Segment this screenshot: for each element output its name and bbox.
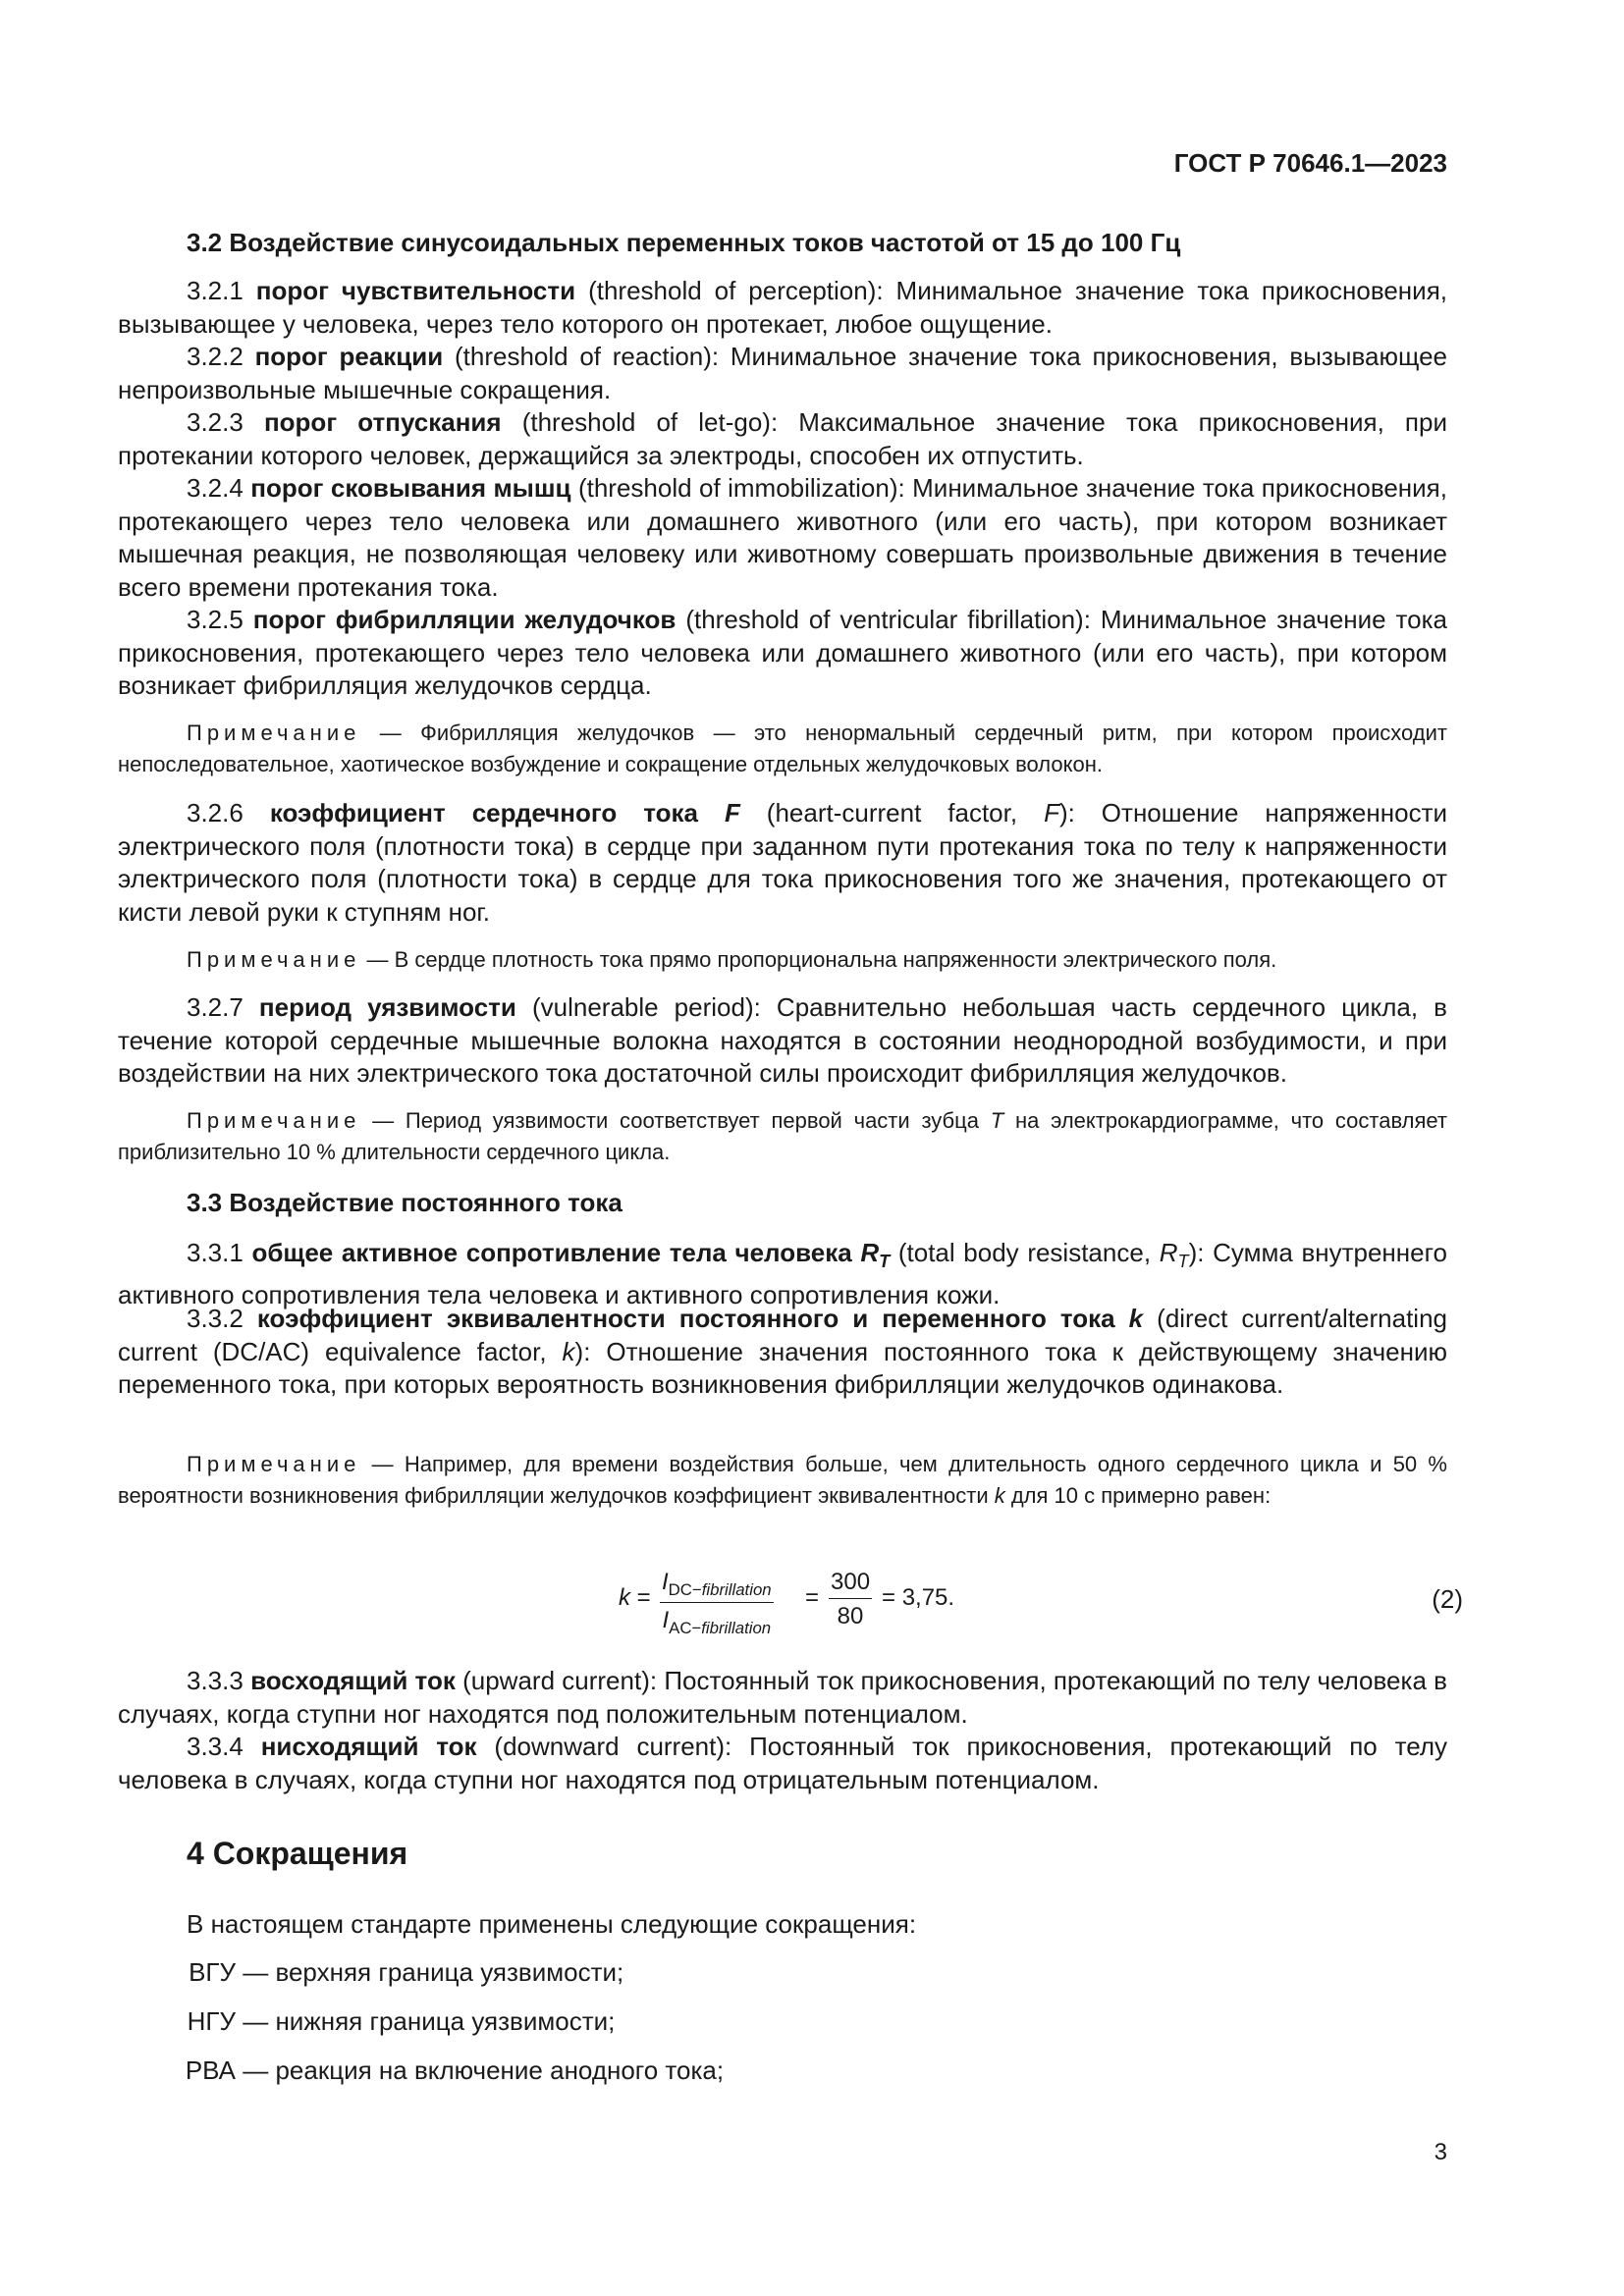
clause-term: нисходящий ток — [260, 1732, 477, 1761]
document-code: ГОСТ Р 70646.1—2023 — [1173, 148, 1447, 178]
clause-text: ): Отношение значения постоянного тока к действующему значению переменного тока, при которых вероятность возникновения фибрилляции желудочков одинакова. — [118, 1336, 1447, 1399]
page-number: 3 — [1434, 2139, 1447, 2165]
abbreviation-text: — нижняя граница уязвимости; — [236, 2006, 616, 2036]
abbreviation-text: — верхняя граница уязвимости; — [236, 1957, 624, 1987]
clause-number: 3.3.3 — [187, 1666, 244, 1695]
note-text: — В сердце плотность тока прямо пропорциональна напряженности электрического поля. — [360, 947, 1277, 972]
clause-term: восходящий ток — [250, 1666, 456, 1695]
clause-3-2-6: 3.2.6 коэффициент сердечного тока F (heart-current factor, F): Отношение напряженности электрического поля (плотности тока) в сердце при заданном пути протекания тока по телу к напряженности электрического поля (плотности тока) в сердце для тока прикосновения того же значения, протекающего от кисти левой руки к ступням ног. — [118, 798, 1447, 927]
abbreviation-code: РВА — [185, 2056, 236, 2085]
clause-number: 3.2.4 — [187, 473, 244, 503]
clause-term: порог отпускания — [263, 407, 502, 437]
clause-3-2-5 — [118, 604, 1447, 703]
clause-3-3-3 — [118, 1665, 1447, 1731]
clause-symbol: k — [1128, 1304, 1144, 1333]
section-4-title: 4 Сокращения — [187, 1836, 408, 1871]
abbreviation-text: — реакция на включение анодного тока; — [236, 2056, 725, 2085]
clause-text: (threshold of perception): Минимальное значение тока прикосновения, вызывающее у человека, через тело которого он протекает, любое ощущение. — [118, 276, 1447, 339]
note-ventricular-fibrillation — [118, 718, 1447, 780]
formula-fraction-values: $\frac{300}{80}$ — [831, 1569, 871, 1629]
clause-text: (threshold of immobilization): Минимальное значение тока прикосновения, протекающего через тело человека или домашнего животного (или его часть), при котором возникает мышечная реакция, не позволяющая человеку или животному совершать произвольные движения в течение всего времени протекания тока. — [118, 473, 1447, 602]
clause-text: (upward current): Постоянный ток прикосновения, протекающий по телу человека в случаях, когда ступни ног находятся под положительным потенциалом. — [118, 1666, 1447, 1729]
clause-3-3-2: 3.3.2 коэффициент эквивалентности постоянного и переменного тока k (direct current/alternating current (DC/AC) equivalence factor, k): Отношение значения постоянного тока к действующему значению переменного тока, при которых вероятность возникновения фибрилляции желудочков одинакова. — [118, 1304, 1447, 1399]
clause-3-2-4 — [118, 472, 1447, 604]
formula-lhs: k — [619, 1584, 630, 1611]
clause-term: порог сковывания мышц — [250, 473, 571, 503]
note-current-density — [118, 944, 1447, 976]
note-label: Примечание — [187, 721, 361, 745]
clause-term: порог чувствительности — [255, 276, 576, 305]
clause-number: 3.3.1 — [187, 1238, 244, 1267]
note-vulnerable-period: Примечание — Период уязвимости соответствует первой части зубца T на электрокардиограмме, что составляет приблизительно 10 % длительности сердечного цикла. — [118, 1108, 1447, 1164]
formula-2: k = $I_{DC-fibrillation}$ $I_{AC-fibrillation}$ = $\frac{300}{80}$ = 3,75. (2) — [619, 1569, 1463, 1637]
clause-number: 3.2.7 — [187, 992, 244, 1022]
clause-text: (vulnerable period): Сравнительно небольшая часть сердечного цикла, в течение которой сердечные мышечные волокна находятся в состоянии неоднородной возбудимости, и при воздействии на них электрического тока достаточной силы происходит фибрилляция желудочков. — [118, 992, 1447, 1088]
note-label: Примечание — [187, 947, 361, 972]
clause-term: порог реакции — [254, 342, 444, 371]
clause-3-3-4 — [118, 1731, 1447, 1796]
abbreviation-item — [118, 2006, 615, 2037]
clause-term: общее активное сопротивление тела человека — [251, 1238, 852, 1267]
section-3-2-title: 3.2 Воздействие синусоидальных переменных токов частотой от 15 до 100 Гц — [187, 228, 1181, 257]
clause-number: 3.3.4 — [187, 1732, 244, 1761]
clause-number: 3.3.2 — [187, 1304, 244, 1333]
abbreviation-item — [118, 2056, 724, 2086]
clause-text: ): Отношение напряженности электрического поля (плотности тока) в сердце при заданном пути протекания тока по телу к напряженности электрического поля (плотности тока) в сердце для тока прикосновения того же значения, протекающего от кисти левой руки к ступням ног. — [118, 798, 1447, 927]
note-text: на электрокардиограмме, что составляет приблизительно 10 % длительности сердечного цикла. — [118, 1108, 1447, 1164]
clause-3-2-3 — [118, 406, 1447, 472]
note-label: Примечание — [187, 1452, 361, 1476]
clause-term: период уязвимости — [258, 992, 516, 1022]
note-equivalence-example: Примечание — Например, для времени воздействия больше, чем длительность одного сердечного цикла и 50 % вероятности возникновения фибрилляции желудочков коэффициент эквивалентности k для 10 с примерно равен: — [118, 1452, 1447, 1508]
clause-number: 3.2.6 — [187, 798, 244, 828]
clause-text: ): Сумма внутреннего активного сопротивления тела человека и активного сопротивления кожи. — [118, 1238, 1447, 1309]
clause-text: (downward current): Постоянный ток прикосновения, протекающий по телу человека в случаях, когда ступни ног находятся под отрицательным потенциалом. — [118, 1732, 1447, 1794]
section-3-3-title: 3.3 Воздействие постоянного тока — [187, 1188, 623, 1217]
abbreviation-item — [118, 1957, 623, 1988]
clause-text: (threshold of ventricular fibrillation): Минимальное значение тока прикосновения, протекающего через тело человека или домашнего животного (или его часть), при котором возникает фибрилляция желудочков сердца. — [118, 605, 1448, 700]
clause-3-2-7 — [118, 991, 1447, 1091]
clause-number: 3.2.2 — [187, 342, 244, 371]
abbreviation-code: ВГУ — [189, 1957, 236, 1987]
note-label: Примечание — [187, 1108, 361, 1133]
abbreviations-intro: В настоящем стандарте применены следующие сокращения: — [187, 1909, 917, 1939]
note-text: — Фибрилляция желудочков — это ненормальный сердечный ритм, при котором происходит непоследовательное, хаотическое возбуждение и сокращение отдельных желудочковых волокон. — [118, 721, 1447, 776]
clause-number: 3.2.3 — [187, 407, 244, 437]
clause-term: порог фибрилляции желудочков — [252, 605, 677, 634]
clause-term: коэффициент сердечного тока — [269, 798, 698, 828]
clause-term: коэффициент эквивалентности постоянного и переменного тока — [256, 1304, 1115, 1333]
formula-number: (2) — [1432, 1584, 1463, 1614]
clause-symbol: F — [724, 798, 740, 828]
clause-text: (threshold of reaction): Минимальное значение тока прикосновения, вызывающее непроизвольные мышечные сокращения. — [118, 342, 1447, 404]
clause-3-2-2 — [118, 341, 1447, 406]
clause-3-2-1 — [118, 275, 1447, 341]
clause-text: (threshold of let-go): Максимальное значение тока прикосновения, при протекании которого человек, держащийся за электроды, способен их отпустить. — [118, 407, 1447, 470]
formula-result: 3,75. — [901, 1584, 955, 1611]
clause-symbol: R — [860, 1238, 880, 1267]
clause-number: 3.2.5 — [187, 605, 244, 634]
clause-number: 3.2.1 — [187, 276, 244, 305]
formula-fraction-currents: $I_{DC-fibrillation}$ $I_{AC-fibrillation}$ — [662, 1569, 772, 1637]
abbreviation-code: НГУ — [187, 2006, 236, 2036]
clause-3-3-1: 3.3.1 общее активное сопротивление тела человека $R_T$ (total body resistance, $R_T$): Сумма внутреннего активного сопротивления тела человека и активного сопротивления кожи. — [118, 1238, 1447, 1309]
note-text: для 10 с примерно равен: — [1004, 1483, 1272, 1508]
